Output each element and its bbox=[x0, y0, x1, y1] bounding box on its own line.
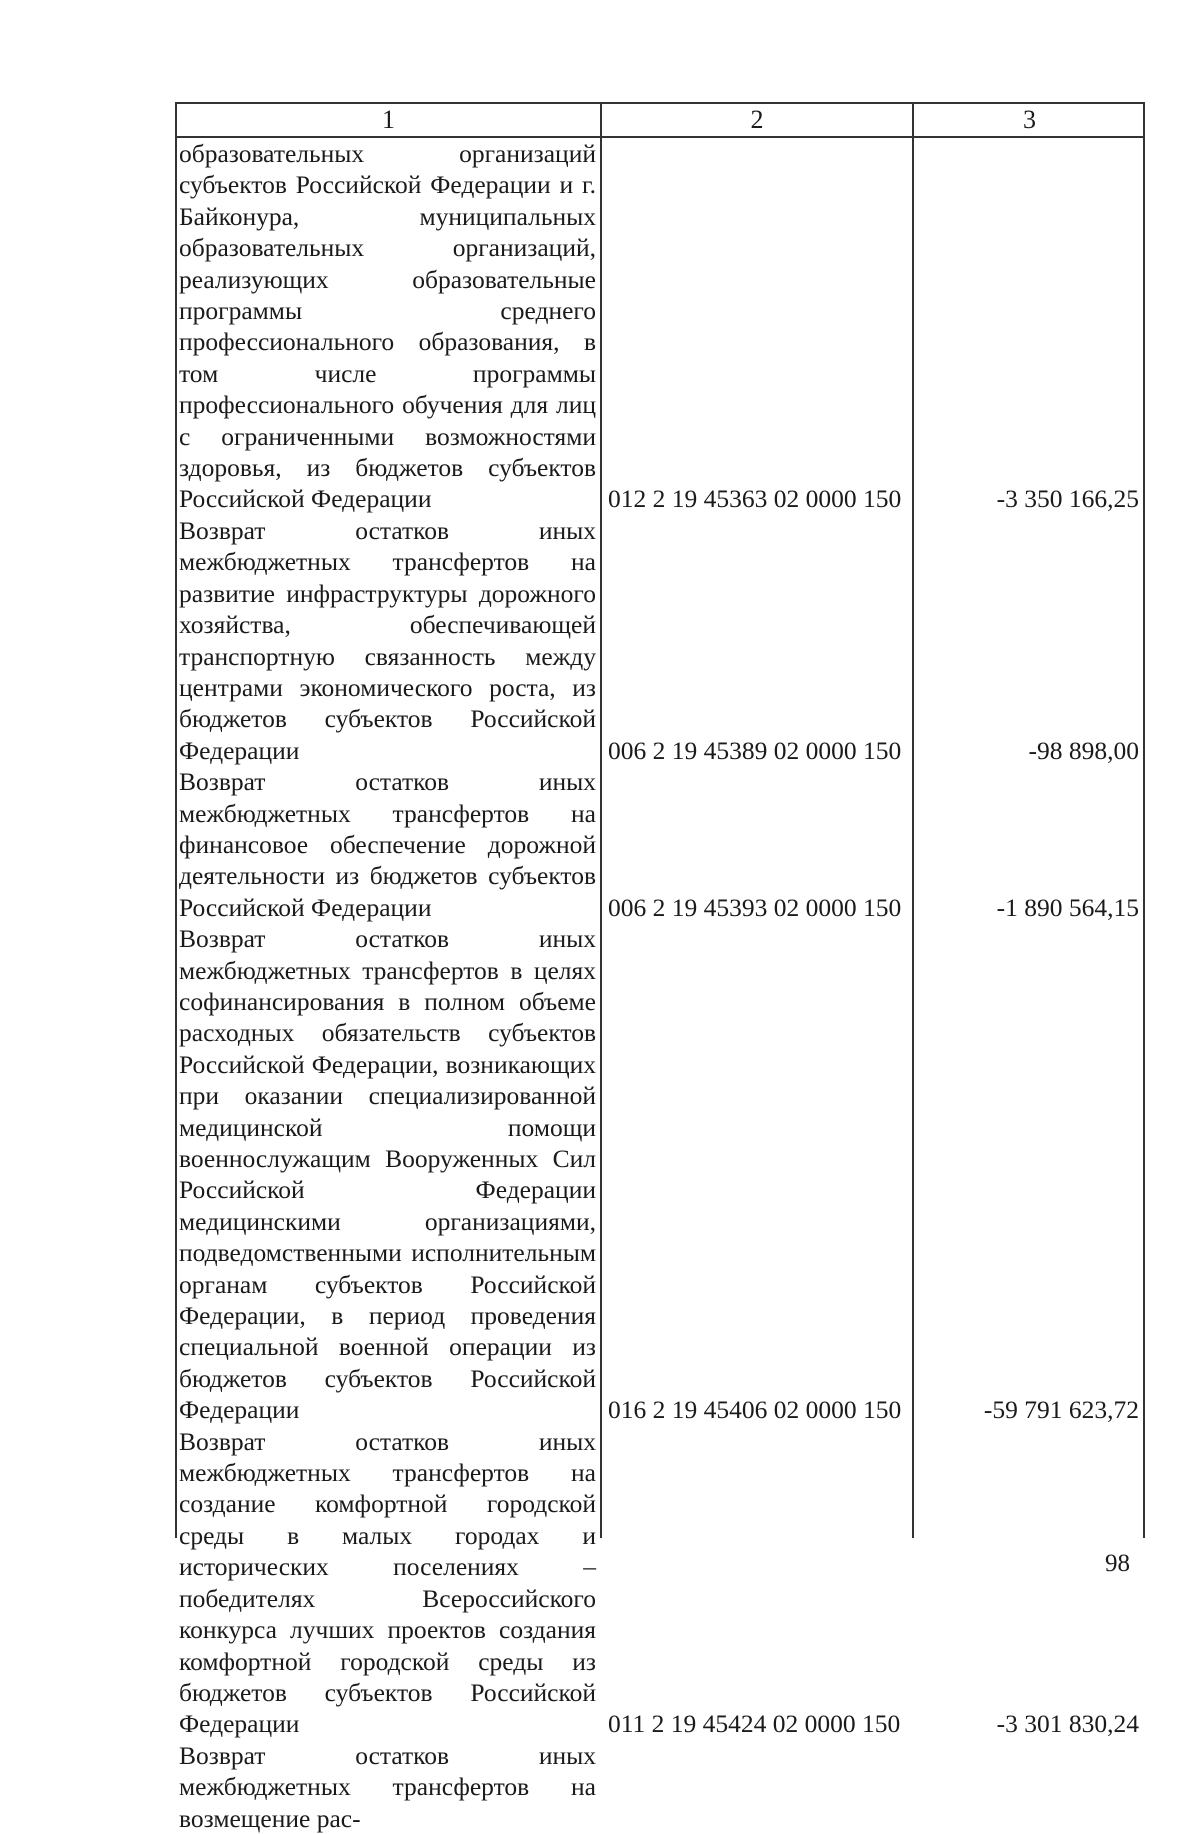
table-row bbox=[177, 766, 1143, 923]
row-code: 016 2 19 45406 02 0000 150 bbox=[608, 1395, 902, 1425]
table-row bbox=[177, 923, 1143, 1426]
row-description: Возврат остатков иных межбюджетных трансфертов на возмещение рас- bbox=[179, 1740, 596, 1833]
row-description: Возврат остатков иных межбюджетных трансфертов в целях софинансирования в полном объеме расходных обязательств субъектов Российской Федерации, возникающих при оказании специализированной медицинской помощи военнослужащим Вооруженных Сил Российской Федерации медицинскими организациями, подведомственными исполнительным органам субъектов Российской Федерации, в период проведения специальной военной операции из бюджетов субъектов Российской Федерации bbox=[179, 924, 596, 1425]
header-col-1: 1 bbox=[382, 105, 395, 134]
header-col-3: 3 bbox=[1023, 105, 1036, 134]
row-description: Возврат остатков иных межбюджетных трансфертов на финансовое обеспечение дорожной деятельности из бюджетов субъектов Российской Федерации bbox=[179, 767, 596, 922]
table-row bbox=[177, 1426, 1143, 1740]
table-row bbox=[177, 138, 1143, 515]
row-description: Возврат остатков иных межбюджетных трансфертов на создание комфортной городской среды в малых городах и исторических поселениях – победителях Всероссийского конкурса лучших проектов создания комфортной городской среды из бюджетов субъектов Российской Федерации bbox=[179, 1426, 596, 1739]
table-body bbox=[177, 138, 1143, 1834]
row-code: 006 2 19 45389 02 0000 150 bbox=[608, 735, 902, 765]
table-row bbox=[177, 515, 1143, 766]
page-number: 98 bbox=[1105, 1550, 1130, 1577]
row-code: 006 2 19 45393 02 0000 150 bbox=[608, 892, 902, 922]
budget-table bbox=[175, 102, 1145, 1833]
row-amount: -1 890 564,15 bbox=[996, 892, 1139, 922]
row-amount: -3 350 166,25 bbox=[996, 484, 1139, 514]
row-code: 011 2 19 45424 02 0000 150 bbox=[608, 1709, 901, 1739]
row-amount: -98 898,00 bbox=[1028, 735, 1139, 765]
table-row bbox=[177, 1740, 1143, 1834]
row-description: образовательных организаций субъектов Российской Федерации и г. Байконура, муниципальных образовательных организаций, реализующих образовательные программы среднего профессионального образования, в том числе программы профессионального обучения для лиц с ограниченными возможностями здоровья, из бюджетов субъектов Российской Федерации bbox=[179, 139, 596, 514]
row-code: 012 2 19 45363 02 0000 150 bbox=[608, 484, 902, 514]
header-col-2: 2 bbox=[750, 105, 764, 134]
row-amount: -3 301 830,24 bbox=[996, 1709, 1139, 1739]
row-amount: -59 791 623,72 bbox=[983, 1395, 1139, 1425]
row-description: Возврат остатков иных межбюджетных трансфертов на развитие инфраструктуры дорожного хозяйства, обеспечивающей транспортную связанность между центрами экономического роста, из бюджетов субъектов Российской Федерации bbox=[179, 515, 596, 765]
table-header bbox=[177, 102, 1143, 138]
